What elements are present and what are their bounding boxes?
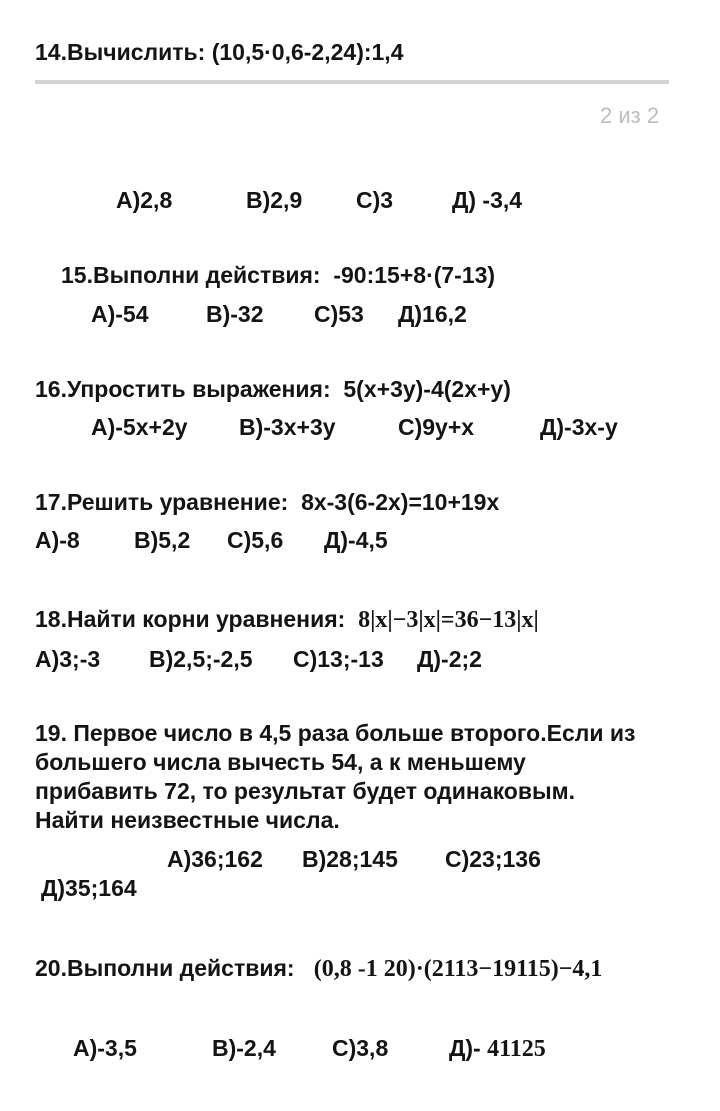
- q20-option-a: А)-3,5: [73, 1035, 137, 1061]
- q20-label: 20.Выполни действия:: [35, 955, 295, 981]
- question-18: [35, 605, 539, 634]
- q18-option-d: Д)-2;2: [417, 646, 482, 672]
- q19-line-1: 19. Первое число в 4,5 раза больше второго.Если из: [35, 720, 636, 746]
- q16-label: 16.Упростить выражения:: [35, 376, 331, 402]
- q14-option-d: Д) -3,4: [452, 187, 523, 213]
- q18-label: 18.Найти корни уравнения:: [35, 606, 346, 632]
- q19-line-3: прибавить 72, то результат будет одинаковым.: [35, 778, 576, 804]
- q16-option-a: А)-5x+2y: [91, 414, 188, 440]
- q15-option-d: Д)16,2: [398, 301, 467, 327]
- q18-option-a: А)3;-3: [35, 646, 101, 672]
- q15-option-c: С)53: [314, 301, 364, 327]
- q14-option-c: С)3: [356, 187, 394, 213]
- q18-option-b: В)2,5;-2,5: [149, 646, 253, 672]
- q17-option-d: Д)-4,5: [324, 527, 388, 553]
- q17-expression: 8x-3(6-2x)=10+19x: [301, 489, 500, 515]
- q18-option-c: С)13;-13: [293, 646, 384, 672]
- question-20: [35, 954, 602, 983]
- page-indicator: 2 из 2: [600, 103, 660, 128]
- question-19: [35, 719, 675, 835]
- divider: [35, 80, 669, 84]
- q19-option-d: Д)35;164: [41, 875, 137, 901]
- q15-option-b: В)-32: [206, 301, 264, 327]
- q14-option-b: В)2,9: [246, 187, 303, 213]
- q20-option-c: С)3,8: [332, 1035, 389, 1061]
- question-17: [35, 488, 499, 516]
- q20-option-d-label: Д)-: [449, 1035, 481, 1061]
- q15-label: 15.Выполни действия:: [61, 262, 321, 288]
- q16-option-b: В)-3x+3y: [239, 414, 336, 440]
- question-14: 14.Вычислить: (10,5·0,6-2,24):1,4: [35, 39, 404, 65]
- question-16: [35, 375, 511, 403]
- q16-option-d: Д)-3x-y: [540, 414, 618, 440]
- q20-expression: (0,8 -1 20)·(2113−19115)−4,1: [313, 956, 603, 982]
- q16-expression: 5(x+3y)-4(2x+y): [343, 376, 511, 402]
- q14-option-a: А)2,8: [116, 187, 173, 213]
- q20-option-d: [449, 1034, 546, 1063]
- q15-option-a: А)-54: [91, 301, 149, 327]
- q15-expression: -90:15+8·(7-13): [333, 262, 496, 288]
- q20-option-d-value: 41125: [487, 1036, 546, 1062]
- q17-label: 17.Решить уравнение:: [35, 489, 289, 515]
- q18-expression: 8|x|−3|x|=36−13|x|: [358, 607, 539, 633]
- q19-option-c: С)23;136: [445, 846, 541, 872]
- question-15: [61, 261, 495, 289]
- q17-option-b: В)5,2: [134, 527, 191, 553]
- q19-option-b: В)28;145: [302, 846, 398, 872]
- q19-line-2: большего числа вычесть 54, а к меньшему: [35, 749, 526, 775]
- q16-option-c: С)9y+x: [398, 414, 475, 440]
- q17-option-c: С)5,6: [227, 527, 284, 553]
- q19-option-a: А)36;162: [167, 846, 263, 872]
- q20-option-b: В)-2,4: [212, 1035, 276, 1061]
- q19-line-4: Найти неизвестные числа.: [35, 807, 340, 833]
- q17-option-a: А)-8: [35, 527, 80, 553]
